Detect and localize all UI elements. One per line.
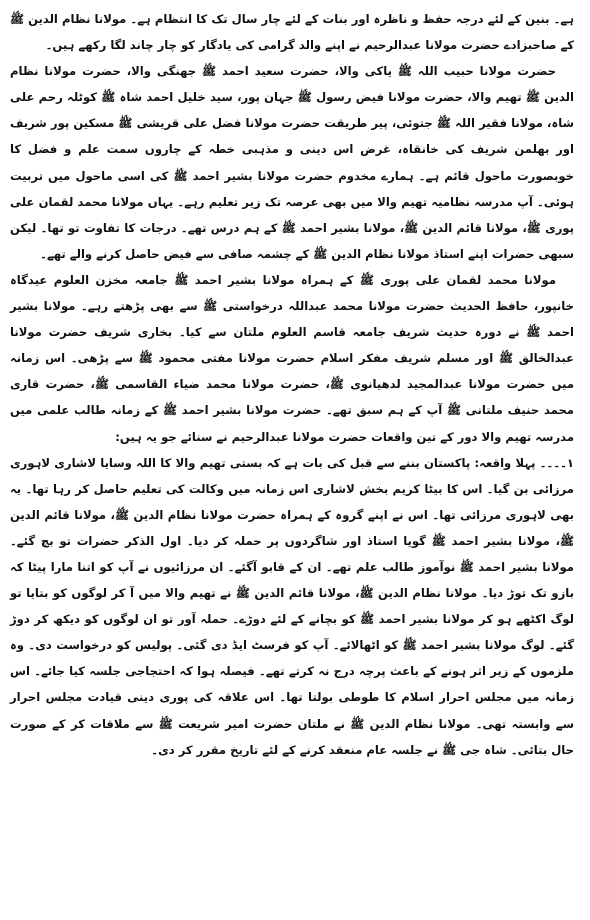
paragraph: ہے۔ بنین کے لئے درجہ حفظ و ناظرہ اور بنات کے لئے چار سال تک کا انتظام ہے۔ مولانا نظام الدین ﷺ کے صاحبزادے حضرت مولانا عبدالرحیم نے اپنے والد گرامی کی یادگار کو چار چاند لگا رکھے ہیں۔ xyxy=(10,12,574,53)
paragraph: حضرت مولانا حبیب اللہ ﷺ یاکی والا، حضرت سعید احمد ﷺ جھنگی والا، حضرت مولانا نظام الدین ﷺ تھیم والا، حضرت مولانا فیض رسول ﷺ جہان پور، سید خلیل احمد شاہ ﷺ کوٹلہ رحم علی شاہ، مولانا فقیر اللہ ﷺ جتوئی، پیر طریقت حضرت مولانا فضل علی قریشی ﷺ مسکین پور شریف اور بھلمن شریف کی خانقاہ، غرض اس دینی و مذہبی خطہ کے چاروں سمت علم و فضل کا خوبصورت ماحول قائم ہے۔ ہمارے مخدوم حضرت مولانا بشیر احمد ﷺ کی اسی ماحول میں تربیت ہوئی۔ آپ مدرسہ نظامیہ تھیم والا میں بھی عرصہ تک زیر تعلیم رہے۔ یہاں مولانا محمد لقمان علی پوری ﷺ، مولانا قائم الدین ﷺ، مولانا بشیر احمد ﷺ کے ہم درس تھے۔ درجات کا تفاوت تو تھا۔ لیکن سبھی حضرات اپنے استاذ مولانا نظام الدین ﷺ کے چشمہ صافی سے فیض حاصل کرنے والے تھے۔ xyxy=(10,64,574,261)
paragraph: مولانا محمد لقمان علی پوری ﷺ کے ہمراہ مولانا بشیر احمد ﷺ جامعہ مخزن العلوم عیدگاہ خانپور، حافظ الحدیث حضرت مولانا محمد عبداللہ درخواستی ﷺ سے بھی پڑھتے رہے۔ مولانا بشیر احمد ﷺ نے دورہ حدیث شریف جامعہ قاسم العلوم ملتان سے کیا۔ بخاری شریف حضرت مولانا عبدالخالق ﷺ اور مسلم شریف مفکر اسلام حضرت مولانا مفتی محمود ﷺ سے پڑھی۔ اس زمانہ میں حضرت مولانا عبدالمجید لدھیانوی ﷺ، حضرت مولانا محمد ضیاء القاسمی ﷺ، حضرت قاری محمد حنیف ملتانی ﷺ آپ کے ہم سبق تھے۔ حضرت مولانا بشیر احمد ﷺ کے زمانہ طالب علمی میں مدرسہ تھیم والا دور کے تین واقعات حضرت مولانا عبدالرحیم نے سنائے جو یہ ہیں: xyxy=(10,272,574,444)
paragraph: ۱۔۔۔۔ پہلا واقعہ: پاکستان بننے سے قبل کی بات ہے کہ بستی تھیم والا کا اللہ وسایا لاشاری لاہوری مرزائی بن گیا۔ اس کا بیٹا کریم بخش لاشاری اس زمانہ میں وکالت کی تعلیم حاصل کر رہا تھا۔ یہ بھی لاہوری مرزائی تھا۔ اس نے اپنے گروہ کے ہمراہ حضرت مولانا نظام الدین ﷺ، مولانا قائم الدین ﷺ، مولانا بشیر احمد ﷺ گویا استاذ اور شاگردوں پر حملہ کر دیا۔ اول الذکر حضرات تو بچ گئے۔ مولانا بشیر احمد ﷺ نوآموز طالب علم تھے۔ ان کے قابو آگئے۔ ان مرزائیوں نے آپ کو اتنا مارا پیٹا کہ بازو تک توڑ دیا۔ مولانا نظام الدین ﷺ، مولانا قائم الدین ﷺ نے تھیم والا میں آ کر لوگوں کو بتایا تو لوگ اکٹھے ہو کر مولانا بشیر احمد ﷺ کو بچانے کے لئے دوڑے۔ حملہ آور تو ان لوگوں کو دیکھ کر دوڑ گئے۔ لوگ مولانا بشیر احمد ﷺ کو اٹھالائے۔ آپ کو فرسٹ ایڈ دی گئی۔ پولیس کو درخواست دی۔ وہ ملزموں کے زیر اثر ہونے کے باعث پرچہ درج نہ کرتے تھے۔ فیصلہ ہوا کہ احتجاجی جلسہ کیا جائے۔ اس زمانہ میں مجلس احرار اسلام کا طوطی بولتا تھا۔ اس علاقہ کی پوری دینی قیادت مجلس احرار سے وابستہ تھی۔ مولانا نظام الدین ﷺ نے ملتان حضرت امیر شریعت ﷺ سے ملاقات کر کے صورت حال بتائی۔ شاہ جی ﷺ نے جلسہ عام منعقد کرنے کے لئے تاریخ مقرر کر دی۔ xyxy=(10,455,574,757)
